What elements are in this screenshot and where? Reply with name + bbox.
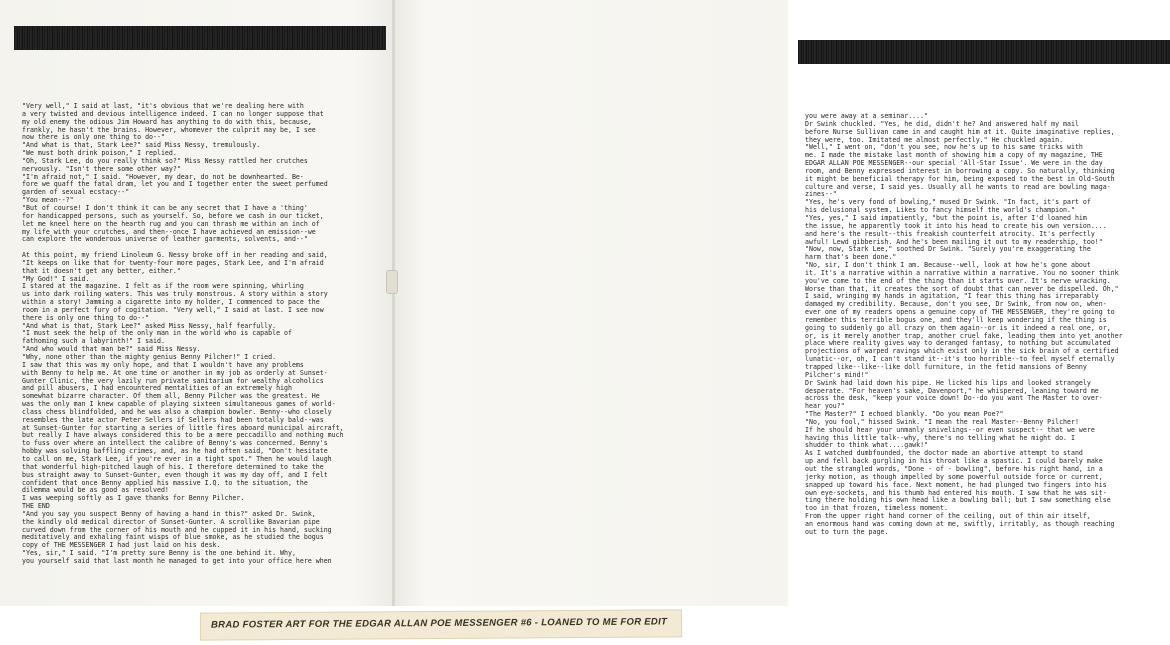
text-line: at Sunset-Gunter for starting a series of little fires aboard municipal aircraft,	[22, 423, 344, 432]
text-line: room, and Benny expressed interest in borrowing a copy. So naturally, thinking	[805, 166, 1115, 175]
text-line: As I watched dumbfounded, the doctor made an abortive attempt to stand	[805, 449, 1083, 458]
text-line: and here's the result--this freakish counterfeit atrocity. It's perfectly	[805, 229, 1095, 238]
left-page-text	[22, 103, 378, 566]
text-line: "I'm afraid not," I said. "However, my dear, do not be downhearted. Be-	[22, 172, 304, 181]
staple	[386, 270, 398, 294]
text-line: dilemma would be as good as resolved!	[22, 486, 169, 495]
text-line: "And you say you suspect Benny of having a hand in this?" asked Dr. Swink,	[22, 509, 316, 518]
text-line: having this little talk--why, there's no telling what he might do. I	[805, 433, 1075, 442]
text-line: "Yes, he's very fond of bowling," mused Dr Swink. "In fact, it's part of	[805, 198, 1091, 207]
text-line: "Well," I went on, "don't you see, now he's up to his same tricks with	[805, 143, 1083, 152]
text-line: I stared at the magazine. I felt as if the room were spinning, whirling	[22, 282, 304, 291]
text-line: fathoming such a labyrinth!" I said.	[22, 337, 165, 346]
text-line: THE END	[22, 502, 50, 511]
text-line: awful! Lewd gibberish. And he's been mailing it out to my readership, too!"	[805, 237, 1103, 246]
text-line: you've come to the end of the thing than it starts over. It's nerve wracking.	[805, 276, 1111, 285]
text-line: harm that's been done."	[805, 253, 897, 262]
text-line: and pill abusers, I had encountered mentalities of an extremely high	[22, 384, 292, 393]
text-line: "No, you fool," hissed Swink. "I mean the real Master--Benny Pilcher!	[805, 417, 1079, 426]
text-line: resembles the late actor Peter Sellers if Sellers had been totally bald--was	[22, 415, 324, 424]
text-line: EDGAR ALLAN POE MESSENGER--our special 'All-Star Issue'. We were in the day	[805, 159, 1103, 168]
text-line: you yourself said that last month he managed to get into your office here when	[22, 556, 332, 565]
text-line: hear you?"	[805, 402, 845, 411]
text-line: within a story! Jamming a cigarette into my holder, I commenced to pace the	[22, 298, 320, 307]
text-line: zines--"	[805, 190, 837, 199]
text-line: let me kneel here on the hearth rug and you can thrash me within an inch of	[22, 219, 320, 228]
text-line: If he should hear your unmanly snivelings--or even suspect-- that we were	[805, 425, 1095, 434]
right-page	[394, 0, 1123, 606]
text-line: "And who would that man be?" said Miss Nessy.	[22, 345, 201, 354]
text-line: "But of course! I don't think it can be any secret that I have a 'thing'	[22, 203, 308, 212]
text-line: can explore the wonderous universe of leather garments, solvents, and--"	[22, 235, 308, 244]
text-line: for handicapped persons, such as yourself. So, before we cash in our ticket,	[22, 211, 324, 220]
text-line: an enormous hand was coming down at me, swiftly, irritably, as though reaching	[805, 519, 1115, 528]
text-line: frankly, he hasn't the brains. However, whomever the culprit may be, I see	[22, 125, 316, 134]
right-page-text	[805, 113, 1167, 537]
text-line: a very twisted and devious intelligence indeed. I can no longer suppose that	[22, 109, 324, 118]
text-line: his delusional system. Likes to fancy himself the world's champion."	[805, 206, 1075, 215]
text-line: going to suddenly go all crazy on them again--or is it indeed a real one, or,	[805, 323, 1111, 332]
text-line: "We must both drink poison," I replied.	[22, 149, 177, 158]
text-line: it might be beneficial therapy for him, being exposed to the best in Old-South	[805, 174, 1115, 183]
text-line: "No, sir, I don't think I am. Because--well, look at how he's gone about	[805, 261, 1091, 270]
text-line: you were away at a seminar...."	[805, 112, 929, 120]
text-line: jerky motion, as though impelled by some powerful outside force or current,	[805, 472, 1103, 481]
text-line: "It keeps on like that for twenty-four more pages, Stark Lee, and I'm afraid	[22, 258, 324, 267]
text-line: room in a perfect fury of cogitation. "Very well," I said at last. I see now	[22, 305, 324, 314]
text-line: confident that once Benny applied his massive I.Q. to the situation, the	[22, 478, 308, 487]
text-line: "You mean--?"	[22, 196, 74, 205]
text-line: copy of THE MESSENGER I had just laid on his desk.	[22, 541, 221, 550]
text-line: with Benny to help me. At one time or another in my job as orderly at Sunset-	[22, 368, 328, 377]
text-line: there is only one thing to do--"	[22, 313, 150, 322]
text-line: remember this terrible bogus one, and they'll keep wondering if the thing is	[805, 315, 1107, 324]
text-line: trapped like--like--like doll furniture, in the fetid mansions of Benny	[805, 363, 1087, 371]
text-line: Dr Swink had laid down his pipe. He licked his lips and looked strangely	[805, 378, 1091, 387]
text-line: out the strangled words, "Done - of - bowling", before his right hand, in a	[805, 464, 1103, 473]
text-line: snapped up toward his face. Next moment, he had plunged two fingers into his	[805, 480, 1107, 489]
text-line: "Yes, sir," I said. "I'm pretty sure Benny is the one behind it. Why,	[22, 549, 296, 558]
text-line: Gunter Clinic, the very lazily run private sanitarium for wealthy alcoholics	[22, 376, 324, 385]
text-line: before Nurse Sullivan came in and caught him at it. Quite imaginative replies,	[805, 127, 1115, 136]
text-line: meditatively and exhaling faint wisps of blue smoke, as he studied the bogus	[22, 533, 324, 542]
text-line: class chess blindfolded, and he was also a champion bowler. Benny--who closely	[22, 407, 332, 416]
text-line: Dr Swink chuckled. "Yes, he did, didn't he? And answered half my mail	[805, 119, 1079, 128]
text-line: to fuss over where an intellect the calibre of Benny's was concerned. Benny's	[22, 439, 328, 448]
text-line: "And what is that, Stark Lee?" said Miss Nessy, tremulously.	[22, 141, 261, 150]
text-line: "Why, none other than the mighty genius Benny Pilcher!" I cried.	[22, 353, 277, 361]
text-line: "My God!" I said.	[22, 274, 90, 283]
text-line: to call on me, Stark Lee, if you're ever in a tight spot." Then he would laugh	[22, 454, 332, 463]
text-line: was the only man I knew capable of playing sixteen simultaneous games of world-	[22, 400, 336, 409]
text-line: I said, wringing my hands in agitation, "I fear this thing has irreparably	[805, 292, 1099, 301]
text-line: "Oh, Stark Lee, do you really think so?" Miss Nessy rattled her crutches	[22, 156, 308, 165]
text-line: bus straight away to Sunset-Gunter, even though it was my day off, and I felt	[22, 470, 328, 479]
text-line: damaged my credibility. Because, don't you see, Dr Swink, from now on, when-	[805, 300, 1107, 309]
text-line: up and fell back gurgling in his throat like a spastic. I could barely make	[805, 457, 1103, 466]
text-line: they were, too. Imitated me almost perfectly." He chuckled again.	[805, 135, 1064, 144]
text-line: At this point, my friend Linoleum G. Nessy broke off in her reading and said,	[22, 251, 328, 260]
text-line: my old enemy the odious Jim Howard has anything to do with this, because,	[22, 117, 312, 126]
text-line: From the upper right hand corner of the ceiling, out of thin air itself,	[805, 512, 1091, 521]
text-line: that it doesn't get any better, either."	[22, 266, 181, 275]
text-line: us into dark roiling waters. This was truly monstrous. A story within a story	[22, 290, 328, 299]
text-line: ever one of my readers opens a genuine copy of THE MESSENGER, they're going to	[805, 308, 1115, 317]
text-line: my life with your crutches, and then--once I have achieved an emission--we	[22, 227, 316, 236]
text-line: it. It's a narrative within a narrative within a narrative. You no sooner think	[805, 268, 1119, 277]
caption-text: BRAD FOSTER ART FOR THE EDGAR ALLAN POE MESSENGER #6 - LOANED TO ME FOR EDIT	[210, 616, 668, 631]
text-line: ting there holding his own head like a bowling ball; but I saw something else	[805, 496, 1111, 505]
text-line: own eye-sockets, and his thumb had entered his mouth. I saw that he was sit-	[805, 488, 1107, 497]
text-line: the kindly old medical director of Sunset-Gunter. A scrollike Bavarian pipe	[22, 517, 320, 526]
text-line: or, is it merely another trap, another cruel fake, leading them into yet another	[805, 331, 1123, 340]
text-line: "And what is that, Stark Lee?" asked Miss Nessy, half fearfully.	[22, 321, 277, 330]
text-line: across the desk, "keep your voice down! Do--do you want The Master to over-	[805, 394, 1103, 403]
spine-fold	[392, 0, 395, 606]
text-line: too in that frozen, timeless moment.	[805, 504, 948, 513]
text-line: culture and verse, I said yes. Usually all he wants to read are bowling maga-	[805, 182, 1111, 191]
text-line: I saw that this was my only hope, and that I wouldn't have any problems	[22, 360, 304, 369]
text-line: projections of warped ravings which exist only in the sick brain of a certified	[805, 347, 1119, 356]
text-line: now there is only one thing to do--"	[22, 133, 165, 142]
text-line: shudder to think what....gawk!"	[805, 441, 929, 450]
text-line: "I must seek the help of the only man in the world who is capable of	[22, 329, 292, 338]
text-line: "The Master?" I echoed blankly. "Do you mean Poe?"	[805, 410, 1004, 419]
text-line: curved down from the corner of his mouth and he cupped it in his hand, sucking	[22, 525, 332, 534]
text-line: lunatic--or, oh, I can't stand it--it's too horrible--to feel myself eternally	[805, 355, 1115, 364]
text-line: out to turn the page.	[805, 527, 889, 536]
text-line: hobby was solving baffling crimes, and, as he had often said, "Don't hesitate	[22, 447, 328, 456]
header-band-left	[14, 26, 386, 50]
text-line: Pilcher's mind!"	[805, 370, 869, 379]
left-page	[0, 0, 394, 606]
text-line: "Now, now, Stark Lee," soothed Dr Swink. "Surely you're exaggerating the	[805, 245, 1091, 254]
text-line: place where reality gives way to deranged fantasy, to nothing but accumulated	[805, 339, 1111, 348]
text-line: "Very well," I said at last, "it's obvious that we're dealing here with	[22, 102, 304, 110]
text-line: garden of sexual ecstacy--"	[22, 188, 130, 197]
text-line: the issue, he apparently took it into his head to create his own version....	[805, 221, 1107, 230]
text-line: I was weeping softly as I gave thanks for Benny Pilcher.	[22, 494, 245, 503]
text-line: fore we quaff the fatal dram, let you and I together enter the sweet perfumed	[22, 180, 328, 189]
text-line: but really I have always considered this to be a mere peccadillo and nothing much	[22, 431, 344, 440]
text-line: "Yes, yes," I said impatiently, "but the point is, after I'd loaned him	[805, 213, 1087, 222]
text-line: Worse than that, it creates the sort of doubt that can never be dispelled. Oh,"	[805, 284, 1119, 293]
text-line: desperate. "For heaven's sake, Davenport," he whispered, leaning toward me	[805, 386, 1099, 395]
text-line: me. I made the mistake last month of showing him a copy of my magazine, THE	[805, 151, 1103, 160]
text-line: that wonderful high-pitched laugh of his. I therefore determined to take the	[22, 462, 324, 471]
handwritten-caption-label	[200, 609, 682, 640]
text-line: nervously. "Isn't there some other way?"	[22, 164, 181, 173]
text-line: somewhat bizarre character. Of them all, Benny Pilcher was the greatest. He	[22, 392, 320, 401]
header-band-right	[798, 40, 1170, 64]
